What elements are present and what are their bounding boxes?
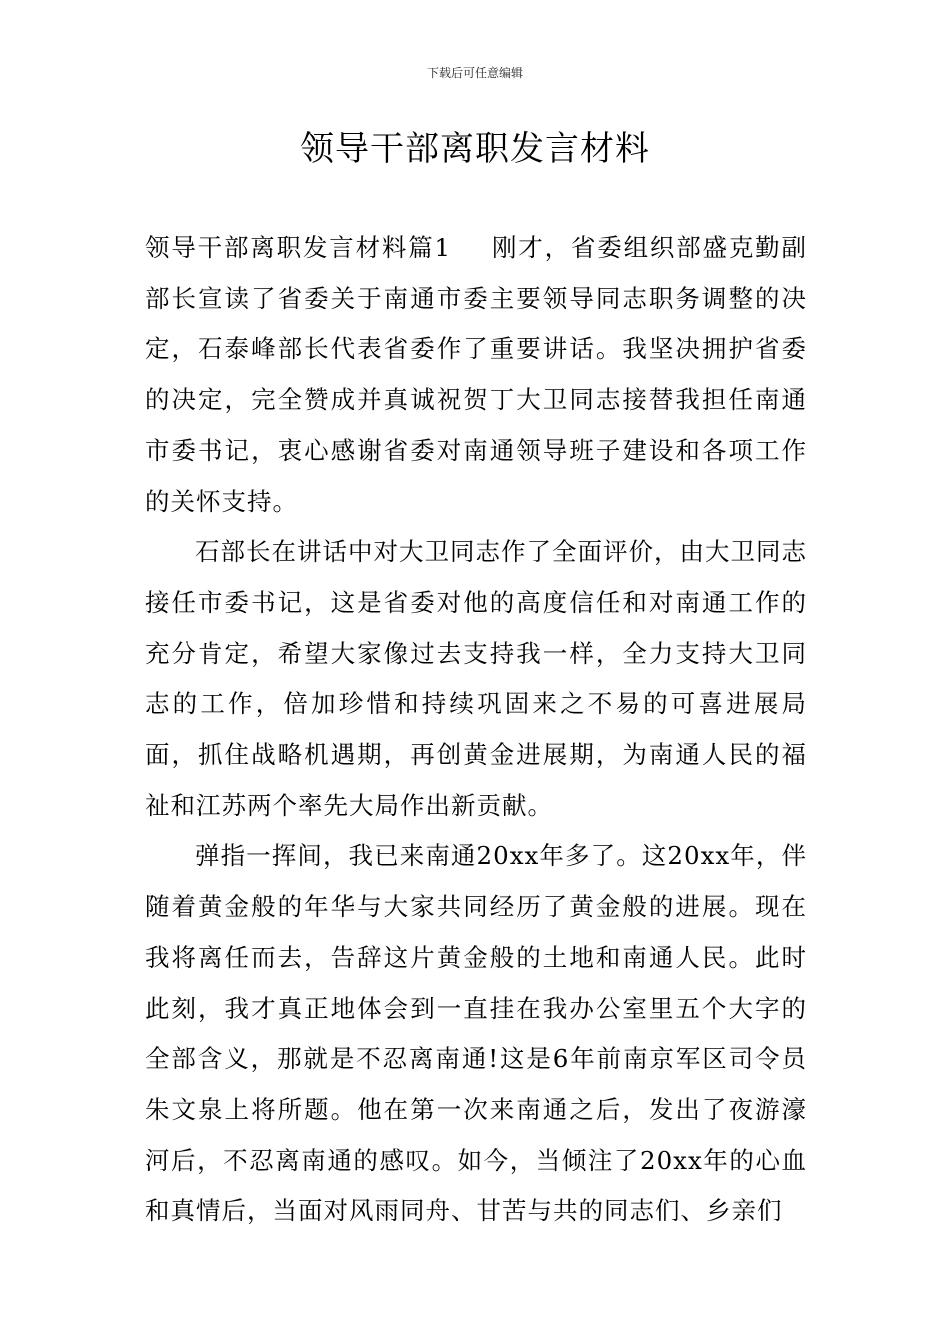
document-title: 领导干部离职发言材料 — [300, 129, 650, 169]
paragraph-3: 弹指一挥间，我已来南通20xx年多了。这20xx年，伴随着黄金般的年华与大家共同经历了黄金般的进展。现在我将离任而去，告辞这片黄金般的土地和南通人民。此时此刻，我才真正地体会到一直挂在我办公室里五个大字的全部含义，那就是不忍离南通!这是6年前南京军区司令员朱文泉上将所题。他在第一次来南通之后，发出了夜游濠河后，不忍离南通的感叹。如今，当倾注了20xx年的心血和真情后，当面对风雨同舟、甘苦与共的同志们、乡亲们 — [145, 841, 807, 1226]
paragraph-2: 石部长在讲话中对大卫同志作了全面评价，由大卫同志接任市委书记，这是省委对他的高度信任和对南通工作的充分肯定，希望大家像过去支持我一样，全力支持大卫同志的工作，倍加珍惜和持续巩固来之不易的可喜进展局面，抓住战略机遇期，再创黄金进展期，为南通人民的福祉和江苏两个率先大局作出新贡献。 — [145, 537, 807, 820]
section-heading: 领导干部离职发言材料篇1 — [145, 233, 452, 262]
header-note: 下载后可任意编辑 — [426, 66, 523, 80]
paragraph-1-text: 刚才，省委组织部盛克勤副部长宣读了省委关于南通市委主要领导同志职务调整的决定，石泰峰部长代表省委作了重要讲话。我坚决拥护省委的决定，完全赞成并真诚祝贺丁大卫同志接替我担任南通市委书记，衷心感谢省委对南通领导班子建设和各项工作的关怀支持。 — [145, 233, 808, 516]
paragraph-1 — [145, 223, 807, 527]
document-body — [145, 223, 807, 1237]
